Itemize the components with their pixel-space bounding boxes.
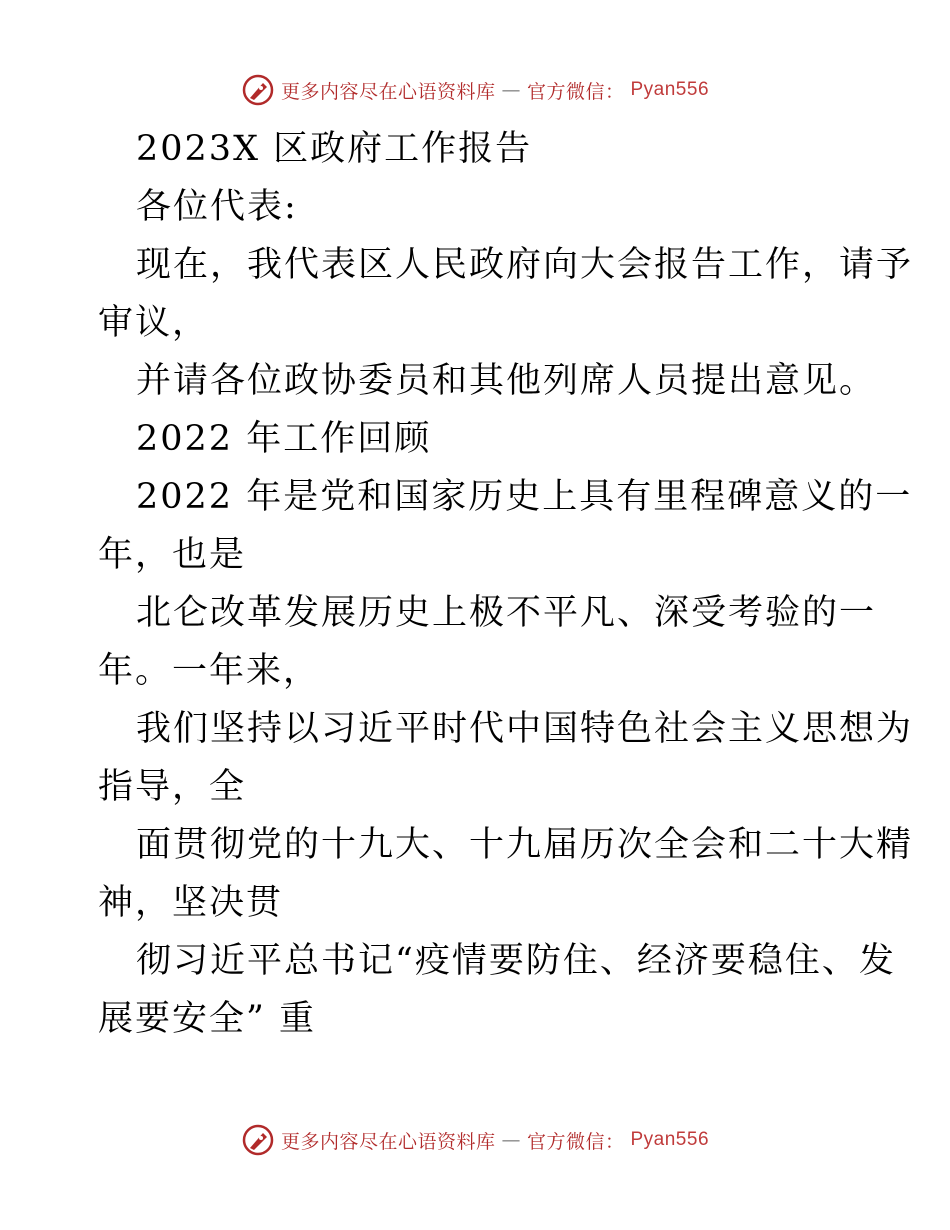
watermark-contact-id: Pyan556 bbox=[630, 1129, 710, 1150]
watermark-separator: — bbox=[501, 1129, 521, 1151]
paragraph-line: 我们坚持以习近平时代中国特色社会主义思想为 bbox=[136, 709, 914, 749]
paragraph-line: 神，坚决贯 bbox=[98, 883, 284, 923]
paragraph-line: 2022 年是党和国家历史上具有里程碑意义的一 bbox=[136, 477, 913, 517]
paragraph-line: 年，也是 bbox=[98, 535, 247, 575]
paragraph-line: 并请各位政协委员和其他列席人员提出意见。 bbox=[136, 361, 877, 401]
paragraph-line: 年。一年来， bbox=[98, 651, 321, 691]
salutation: 各位代表: bbox=[136, 187, 298, 227]
watermark-contact-label: 官方微信： bbox=[526, 80, 625, 103]
document-body bbox=[98, 120, 914, 1048]
pen-nib-logo-icon bbox=[241, 1123, 275, 1157]
section-heading: 2022 年工作回顾 bbox=[136, 419, 432, 459]
watermark-brand: 更多内容尽在心语资料库 bbox=[280, 1130, 496, 1153]
paragraph-line: 北仑改革发展历史上极不平凡、深受考验的一 bbox=[136, 593, 877, 633]
paragraph-line: 展要安全” 重 bbox=[98, 999, 317, 1039]
pen-nib-logo-icon bbox=[241, 73, 275, 107]
paragraph-line: 面贯彻党的十九大、十九届历次全会和二十大精 bbox=[136, 825, 914, 865]
paragraph-line: 现在，我代表区人民政府向大会报告工作，请予 bbox=[136, 245, 914, 285]
paragraph-line: 审议， bbox=[98, 303, 210, 343]
watermark-separator: — bbox=[501, 79, 521, 101]
footer-watermark bbox=[0, 1122, 950, 1158]
paragraph-line: 指导，全 bbox=[98, 767, 247, 807]
watermark-brand: 更多内容尽在心语资料库 bbox=[280, 80, 496, 103]
document-title: 2023X 区政府工作报告 bbox=[136, 129, 533, 169]
paragraph-line: 彻习近平总书记“疫情要防住、经济要稳住、发 bbox=[136, 941, 896, 981]
watermark-contact-label: 官方微信： bbox=[526, 1130, 625, 1153]
header-watermark bbox=[0, 72, 950, 108]
watermark-contact-id: Pyan556 bbox=[630, 79, 710, 100]
